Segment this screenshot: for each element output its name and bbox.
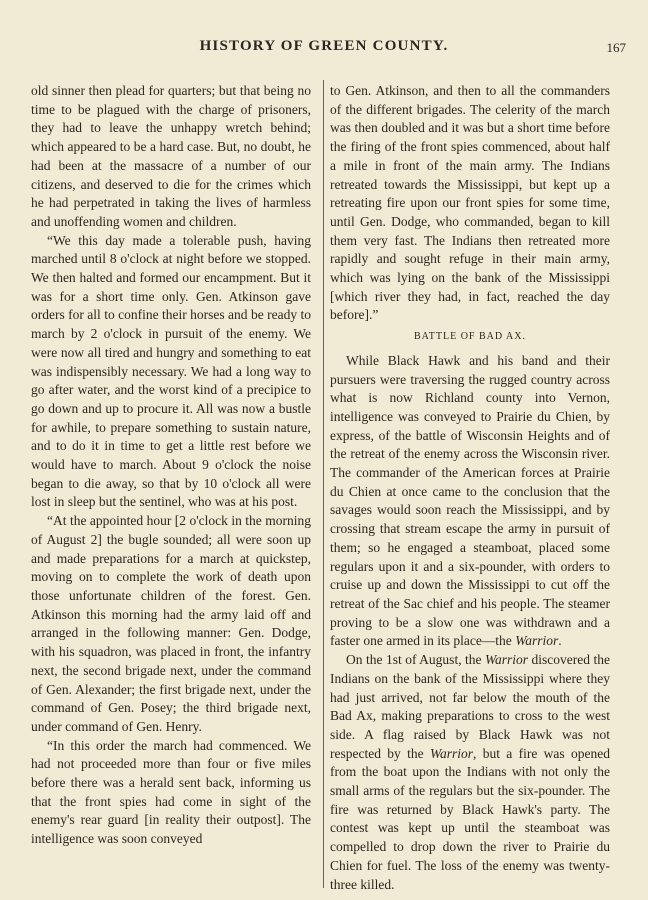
paragraph: “In this order the march had commenced. We had not proceeded more than four or five miles before there was a herald sent back, informing us that the front spies had come in sight of the enemy's rear guard [in reality their outpost]. The intelligence was soon conveyed bbox=[31, 737, 311, 847]
page-number: 167 bbox=[606, 40, 626, 55]
paragraph: old sinner then plead for quarters; but that being no time to be plagued with the charge of prisoners, they had to leave the unhappy wretch behind; which appeared to be a hard case. But, no doubt, he had been at the massacre of a number of our citizens, and deserved to die for the crimes which he had perpetrated in taking the lives of harmless and unoffending women and children. bbox=[31, 83, 311, 229]
column-divider bbox=[323, 80, 324, 888]
right-column bbox=[330, 82, 610, 894]
paragraph: “At the appointed hour [2 o'clock in the morning of August 2] the bugle sounded; all were soon up and made preparations for a march at quickstep, moving on to complete the work of death upon those unfortunate children of the forest. Gen. Atkinson this morning had the army laid off and arranged in the following manner: Gen. Dodge, with his squadron, was placed in front, the infantry next, the second brigade next, under the command of Gen. Alexander; the first brigade next, under the command of Gen. Posey; the third brigade next, under command of Gen. Henry. bbox=[31, 513, 311, 734]
paragraph bbox=[330, 352, 610, 651]
page-header bbox=[0, 38, 648, 62]
left-column bbox=[31, 82, 311, 849]
paragraph-text: discovered the Indians on the bank of the Mississippi where they had just arrived, not far below the mouth of the Bad Ax, making preparations to cross to the west side. A flag raised by Black Hawk was not respected by the bbox=[330, 652, 610, 761]
paragraph: “We this day made a tolerable push, having marched until 8 o'clock at night before we stopped. We then halted and formed our encampment. But it was for a short time only. Gen. Atkinson gave orders for all to confine their horses and be ready to march by 2 o'clock in pursuit of the enemy. We were now all tired and hungry and something to eat was indispensibly necessary. We had a long way to go after water, and the worst kind of a precipice to go down and up to procure it. All was now a bustle for awhile, to prepare something to sustain nature, and to do it in time to get a little rest before we would have to march. About 9 o'clock the noise began to die away, so that by 10 o'clock all were lost in sleep but the sentinel, who was at his post. bbox=[31, 232, 311, 510]
section-heading: BATTLE OF BAD AX. bbox=[413, 331, 526, 343]
punctuation: . bbox=[558, 633, 562, 649]
paragraph: to Gen. Atkinson, and then to all the commanders of the different brigades. The celerity of the march was then doubled and it was but a short time before the firing of the front spies commenced, about half a mile in front of the main army. The Indians retreated towards the Mississippi, but kept up a retreating fire upon our front spies for some time, until Gen. Dodge, who commanded, began to kill them very fast. The Indians then retreated more rapidly and sought refuge in their main army, which was lying on the bank of the Mississippi [which river they had, in fact, reached the day before].” bbox=[330, 83, 610, 323]
ship-name: Warrior bbox=[429, 745, 473, 761]
ship-name: Warrior bbox=[515, 633, 559, 649]
paragraph-text: While Black Hawk and his band and their pursuers were traversing the rugged country across what is now Richland county into Vernon, intelligence was conveyed to Prairie du Chien, by express, of the battle of Wisconsin Heights and of the retreat of the enemy across the Wisconsin river. The commander of the American forces at Prairie du Chien at once came to the conclusion that the savages would soon reach the Mississippi, and by crossing that stream escape the army in pursuit of them; so he engaged a steamboat, placed some regulars upon it and a six-pounder, with orders to cruise up and down the Mississippi to cut off the retreat of the Sac chief and his people. The steamer proving to be a slow one was withdrawn and a faster one armed in its place—the bbox=[330, 352, 610, 649]
paragraph-text: On the 1st of August, the bbox=[346, 652, 486, 668]
running-head: HISTORY OF GREEN COUNTY. bbox=[199, 38, 449, 54]
paragraph-text: , but a fire was opened from the boat upon the Indians with not only the small arms of the regulars but the six-pounder. The fire was returned by Black Hawk's party. The contest was kept up until the steamboat was compelled to drop down the river to Prairie du Chien for fuel. The loss of the enemy was twenty-three killed. bbox=[330, 745, 610, 892]
paragraph bbox=[330, 651, 610, 894]
ship-name: Warrior bbox=[485, 652, 529, 668]
